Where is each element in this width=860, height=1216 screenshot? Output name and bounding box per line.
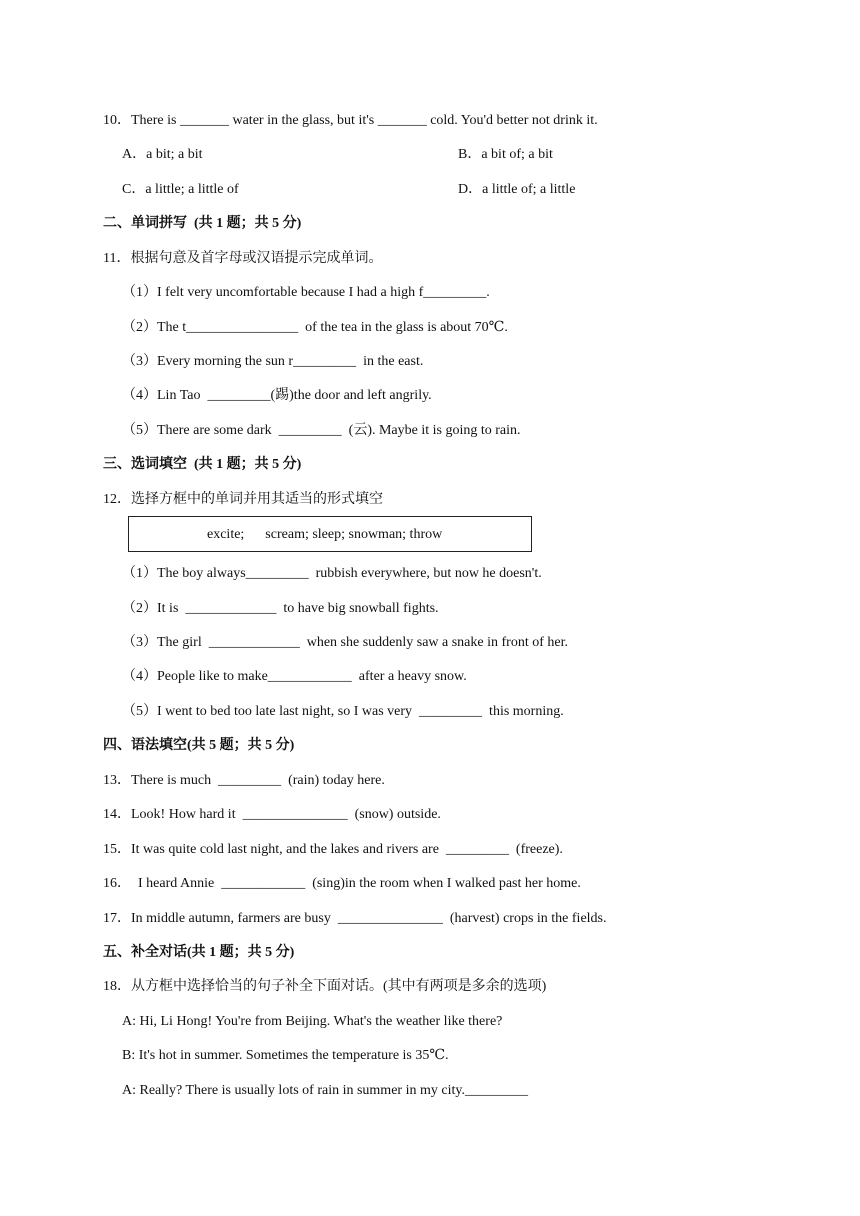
q11-item-5: （5）There are some dark _________ (云). Maybe it is going to rain.: [122, 423, 521, 438]
dialogue-line-1: A: Hi, Li Hong! You're from Beijing. What's the weather like there?: [122, 1014, 503, 1029]
dialogue-line-2: B: It's hot in summer. Sometimes the temperature is 35℃.: [122, 1048, 449, 1063]
q12-item-1: （1）The boy always_________ rubbish everywhere, but now he doesn't.: [122, 566, 542, 581]
q11-item-4: （4）Lin Tao _________(踢)the door and left angrily.: [122, 388, 432, 403]
q17: 17．In middle autumn, farmers are busy _______________ (harvest) crops in the fields.: [103, 911, 607, 926]
q13: 13．There is much _________ (rain) today here.: [103, 773, 385, 788]
section2-heading: 二、单词拼写 (共 1 题；共 5 分): [103, 216, 302, 231]
section3-heading: 三、选词填空 (共 1 题；共 5 分): [103, 457, 302, 472]
word-box-text: excite; scream; sleep; snowman; throw: [207, 527, 443, 542]
q10-option-a: A．a bit; a bit: [122, 147, 203, 162]
q11-stem: 11．根据句意及首字母或汉语提示完成单词。: [103, 251, 383, 266]
q11-item-1: （1）I felt very uncomfortable because I had a high f_________.: [122, 285, 490, 300]
q16: 16． I heard Annie ____________ (sing)in the room when I walked past her home.: [103, 876, 581, 891]
q12-stem: 12．选择方框中的单词并用其适当的形式填空: [103, 492, 383, 507]
q14: 14．Look! How hard it _______________ (snow) outside.: [103, 807, 441, 822]
dialogue-line-3: A: Really? There is usually lots of rain in summer in my city._________: [122, 1083, 528, 1098]
q18-stem: 18．从方框中选择恰当的句子补全下面对话。(其中有两项是多余的选项): [103, 979, 547, 994]
q11-item-3: （3）Every morning the sun r_________ in the east.: [122, 354, 424, 369]
q10-option-d: D．a little of; a little: [458, 182, 576, 197]
q10-option-b: B．a bit of; a bit: [458, 147, 553, 162]
q15: 15．It was quite cold last night, and the lakes and rivers are _________ (freeze).: [103, 842, 563, 857]
q10-option-c: C．a little; a little of: [122, 182, 239, 197]
q12-item-3: （3）The girl _____________ when she suddenly saw a snake in front of her.: [122, 635, 568, 650]
q12-item-2: （2）It is _____________ to have big snowball fights.: [122, 601, 439, 616]
section4-heading: 四、语法填空(共 5 题；共 5 分): [103, 738, 295, 753]
q12-item-4: （4）People like to make____________ after a heavy snow.: [122, 669, 467, 684]
q12-item-5: （5）I went to bed too late last night, so I was very _________ this morning.: [122, 704, 564, 719]
q11-item-2: （2）The t________________ of the tea in the glass is about 70℃.: [122, 320, 508, 335]
section5-heading: 五、补全对话(共 1 题；共 5 分): [103, 945, 295, 960]
q10-stem: 10．There is _______ water in the glass, but it's _______ cold. You'd better not drink it.: [103, 113, 598, 128]
word-box: [128, 516, 532, 552]
